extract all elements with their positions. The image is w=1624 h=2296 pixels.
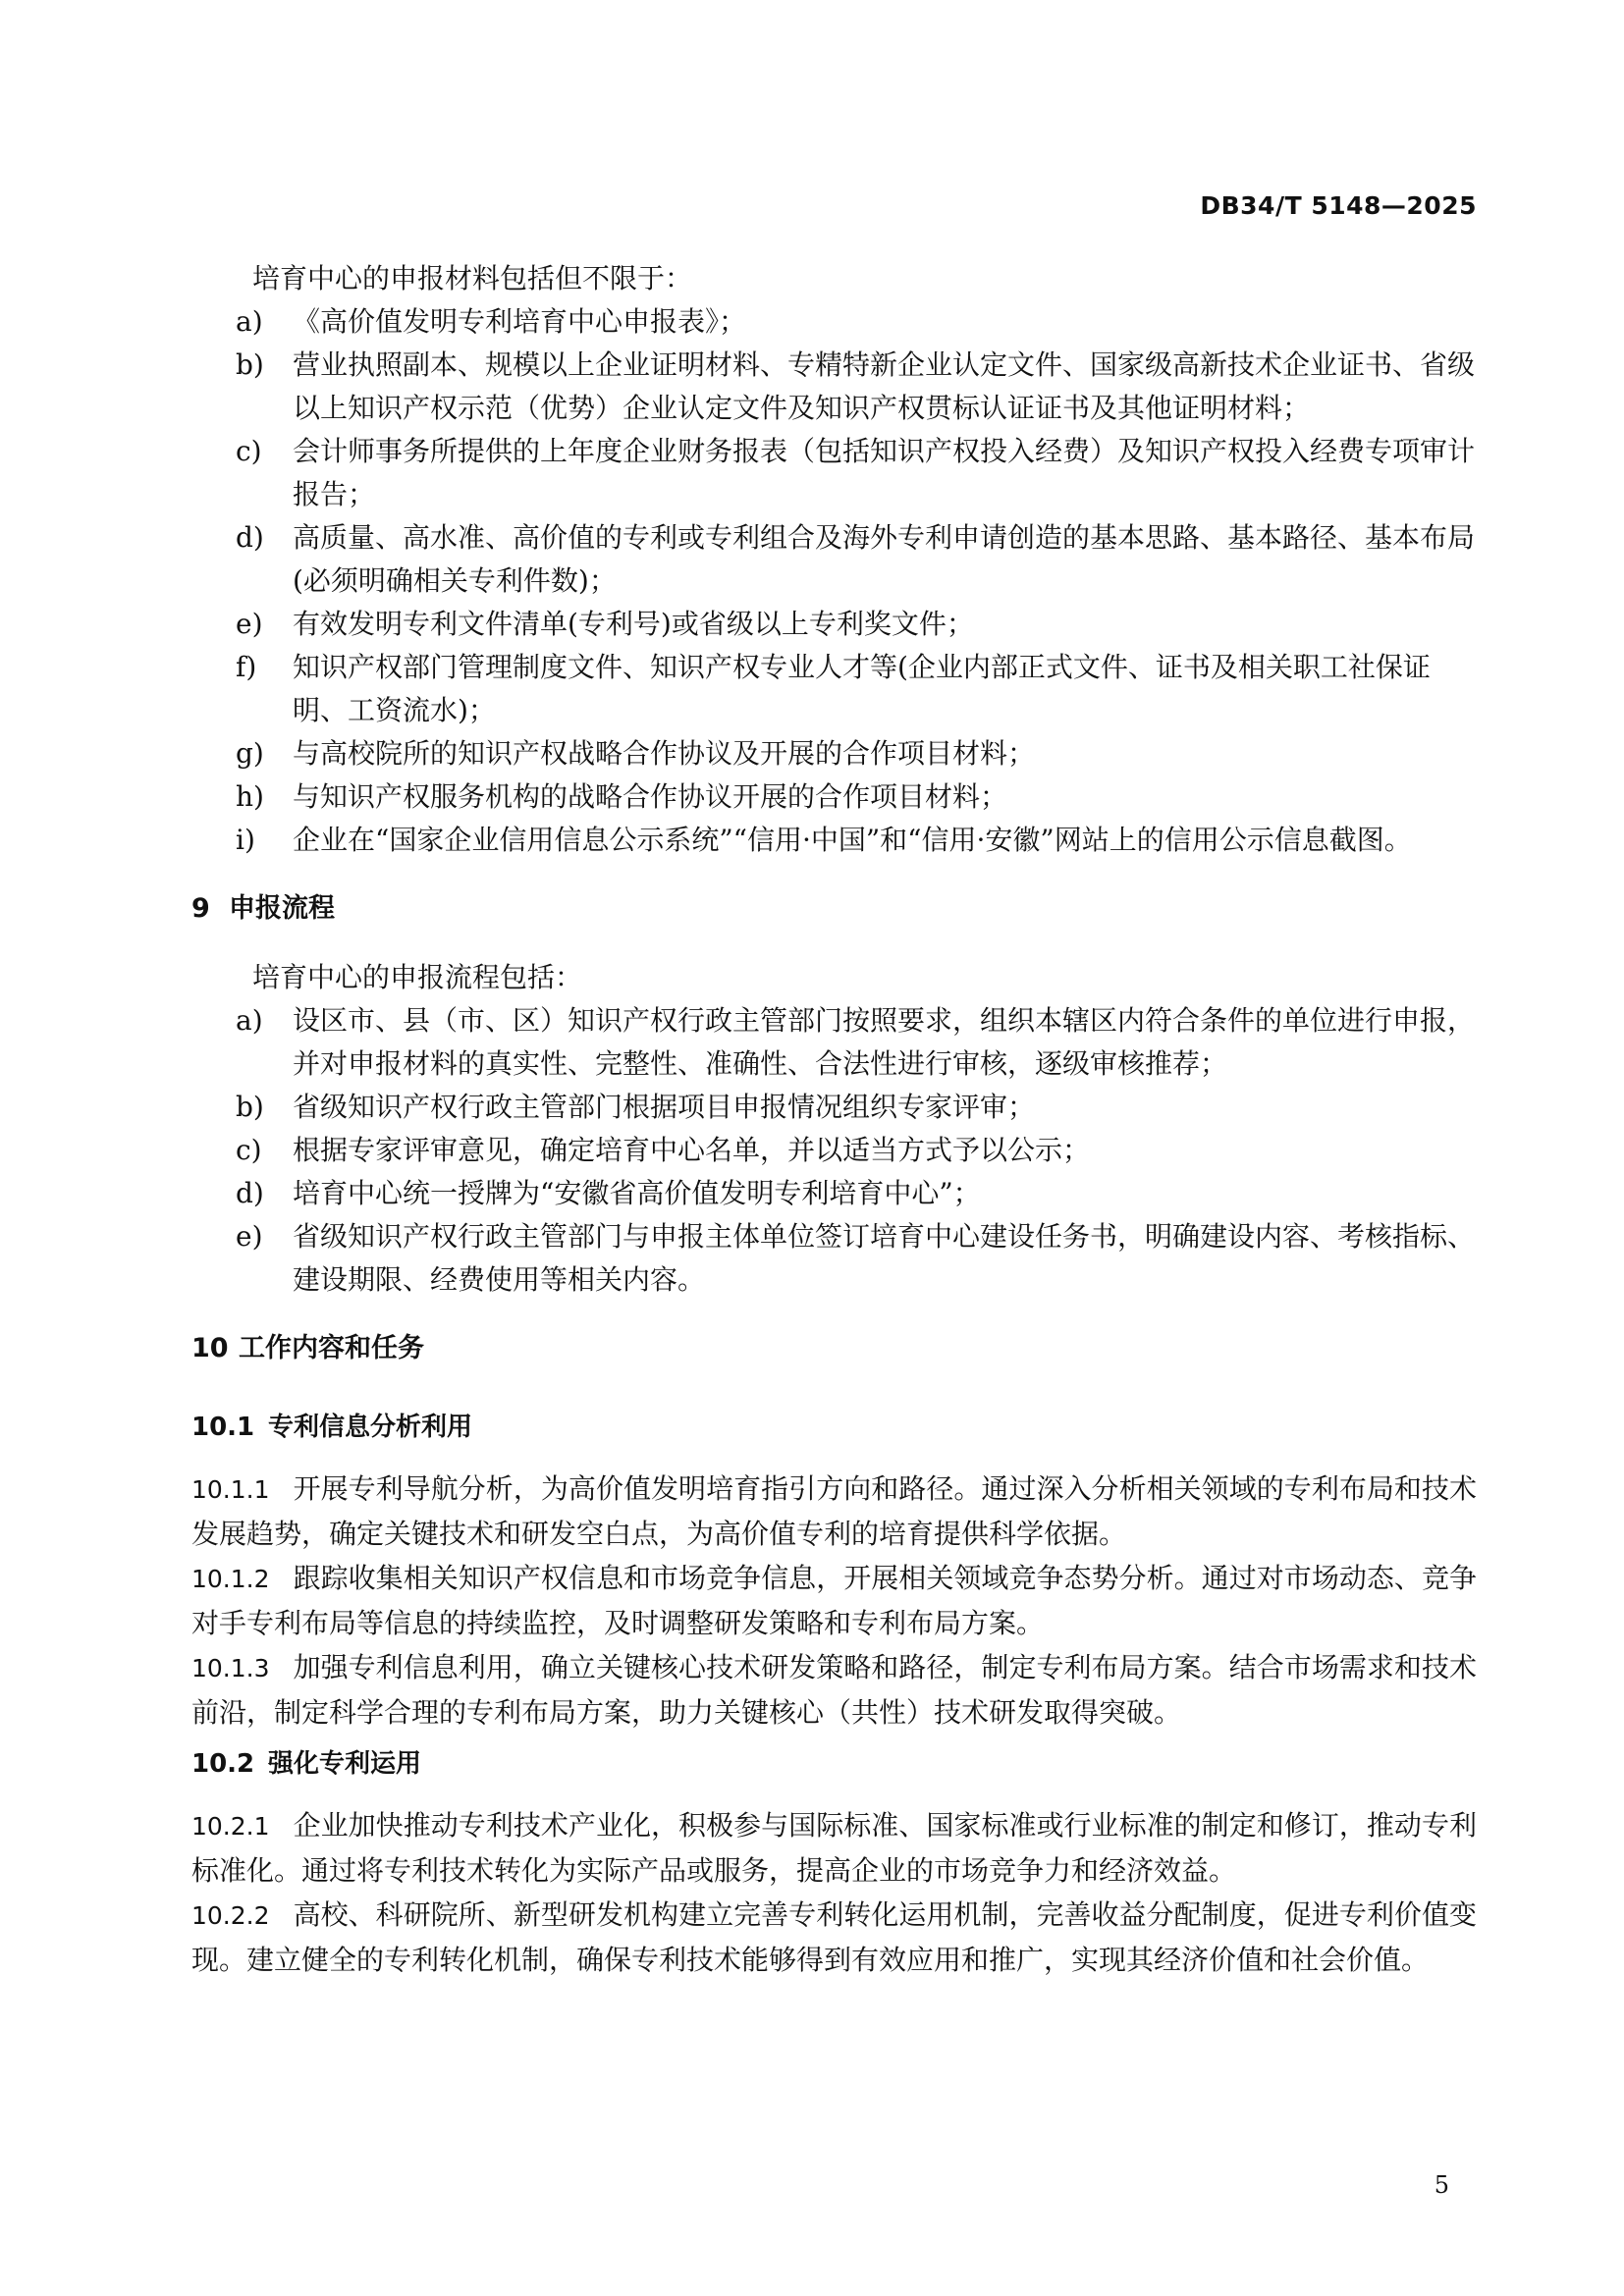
document-code-header: DB34/T 5148—2025 <box>1200 191 1477 220</box>
list-item-text: 企业在“国家企业信用信息公示系统”“信用·中国”和“信用·安徽”网站上的信用公示信息截图。 <box>293 824 1412 856</box>
list-item-text: 会计师事务所提供的上年度企业财务报表（包括知识产权投入经费）及知识产权投入经费专项审计报告； <box>293 435 1476 510</box>
list-item-label: b) <box>236 348 264 381</box>
list-item-text: 与高校院所的知识产权战略合作协议及开展的合作项目材料； <box>293 737 1036 770</box>
list-item-text: 高质量、高水准、高价值的专利或专利组合及海外专利申请创造的基本思路、基本路径、基本布局(必须明确相关专利件数)； <box>293 521 1476 597</box>
list-item-text: 省级知识产权行政主管部门与申报主体单位签订培育中心建设任务书，明确建设内容、考核指标、建设期限、经费使用等相关内容。 <box>293 1220 1476 1296</box>
list-item-text: 省级知识产权行政主管部门根据项目申报情况组织专家评审； <box>293 1091 1036 1123</box>
list-item <box>191 300 1477 344</box>
clause-paragraph <box>191 1893 1477 1982</box>
list-item <box>191 646 1477 732</box>
list-item <box>191 775 1477 819</box>
clause-paragraph <box>191 1467 1477 1556</box>
clause-text: 企业加快推动专利技术产业化，积极参与国际标准、国家标准或行业标准的制定和修订，推动专利标准化。通过将专利技术转化为实际产品或服务，提高企业的市场竞争力和经济效益。 <box>191 1809 1477 1887</box>
list-item <box>191 1129 1477 1172</box>
process-intro: 培育中心的申报流程包括： <box>252 961 583 993</box>
subsection-10-1-heading <box>191 1406 1477 1449</box>
clause-text: 跟踪收集相关知识产权信息和市场竞争信息，开展相关领域竞争态势分析。通过对市场动态、竞争对手专利布局等信息的持续监控，及时调整研发策略和专利布局方案。 <box>191 1562 1477 1639</box>
list-item-text: 有效发明专利文件清单(专利号)或省级以上专利奖文件； <box>293 608 974 640</box>
section-9-heading <box>191 887 1477 931</box>
clause-text: 高校、科研院所、新型研发机构建立完善专利转化运用机制，完善收益分配制度，促进专利价值变现。建立健全的专利转化机制，确保专利技术能够得到有效应用和推广，实现其经济价值和社会价值。 <box>191 1898 1477 1976</box>
list-item <box>191 1086 1477 1129</box>
subsection-number: 10.1 <box>191 1413 255 1442</box>
list-item-label: e) <box>236 1220 263 1253</box>
list-item-text: 根据专家评审意见，确定培育中心名单，并以适当方式予以公示； <box>293 1134 1091 1166</box>
clause-text: 开展专利导航分析，为高价值发明培育指引方向和路径。通过深入分析相关领域的专利布局和技术发展趋势，确定关键技术和研发空白点，为高价值专利的培育提供科学依据。 <box>191 1472 1477 1550</box>
section-number: 10 <box>191 1333 229 1363</box>
clause-number: 10.1.2 <box>191 1565 270 1593</box>
list-item-label: g) <box>236 737 264 770</box>
list-item-label: i) <box>236 824 255 856</box>
list-item-text: 培育中心统一授牌为“安徽省高价值发明专利培育中心”； <box>293 1177 981 1209</box>
subsection-title: 专利信息分析利用 <box>268 1413 473 1442</box>
list-item-text: 营业执照副本、规模以上企业证明材料、专精特新企业认定文件、国家级高新技术企业证书、省级以上知识产权示范（优势）企业认定文件及知识产权贯标认证证书及其他证明材料； <box>293 348 1476 424</box>
list-item-label: a) <box>236 1004 263 1037</box>
list-item <box>191 1215 1477 1302</box>
list-item-label: c) <box>236 435 262 467</box>
clause-number: 10.2.2 <box>191 1901 270 1930</box>
list-item-text: 设区市、县（市、区）知识产权行政主管部门按照要求，组织本辖区内符合条件的单位进行申报，并对申报材料的真实性、完整性、准确性、合法性进行审核，逐级审核推荐； <box>293 1004 1476 1080</box>
list-item-label: b) <box>236 1091 264 1123</box>
list-item-label: h) <box>236 780 264 813</box>
list-item <box>191 1172 1477 1215</box>
clause-paragraph <box>191 1556 1477 1645</box>
process-list <box>191 999 1477 1302</box>
list-item-label: d) <box>236 1177 264 1209</box>
list-item <box>191 819 1477 862</box>
materials-list <box>191 300 1477 862</box>
subsection-number: 10.2 <box>191 1749 255 1779</box>
list-item <box>191 999 1477 1086</box>
list-item-text: 与知识产权服务机构的战略合作协议开展的合作项目材料； <box>293 780 1008 813</box>
list-item <box>191 516 1477 603</box>
subsection-title: 强化专利运用 <box>268 1749 422 1779</box>
materials-intro: 培育中心的申报材料包括但不限于： <box>252 262 693 294</box>
section-10-heading <box>191 1327 1477 1370</box>
list-item <box>191 732 1477 775</box>
list-item <box>191 603 1477 646</box>
list-item-label: f) <box>236 651 257 683</box>
subsection-10-2-heading <box>191 1742 1477 1786</box>
clause-text: 加强专利信息利用，确立关键核心技术研发策略和路径，制定专利布局方案。结合市场需求和技术前沿，制定科学合理的专利布局方案，助力关键核心（共性）技术研发取得突破。 <box>191 1651 1477 1729</box>
page-number: 5 <box>1434 2171 1449 2199</box>
list-item-label: a) <box>236 305 263 338</box>
section-number: 9 <box>191 893 210 924</box>
clause-number: 10.1.1 <box>191 1475 270 1504</box>
section-title: 申报流程 <box>229 893 335 924</box>
page-content <box>191 257 1477 1982</box>
list-item-label: e) <box>236 608 263 640</box>
clause-number: 10.1.3 <box>191 1654 270 1682</box>
list-item-label: d) <box>236 521 264 554</box>
clause-number: 10.2.1 <box>191 1812 270 1841</box>
list-item <box>191 344 1477 430</box>
list-item-label: c) <box>236 1134 262 1166</box>
list-item <box>191 430 1477 516</box>
list-item-text: 《高价值发明专利培育中心申报表》； <box>293 305 747 338</box>
clause-paragraph <box>191 1645 1477 1735</box>
clause-paragraph <box>191 1803 1477 1893</box>
section-title: 工作内容和任务 <box>239 1333 424 1363</box>
list-item-text: 知识产权部门管理制度文件、知识产权专业人才等(企业内部正式文件、证书及相关职工社保证明、工资流水)； <box>293 651 1431 726</box>
